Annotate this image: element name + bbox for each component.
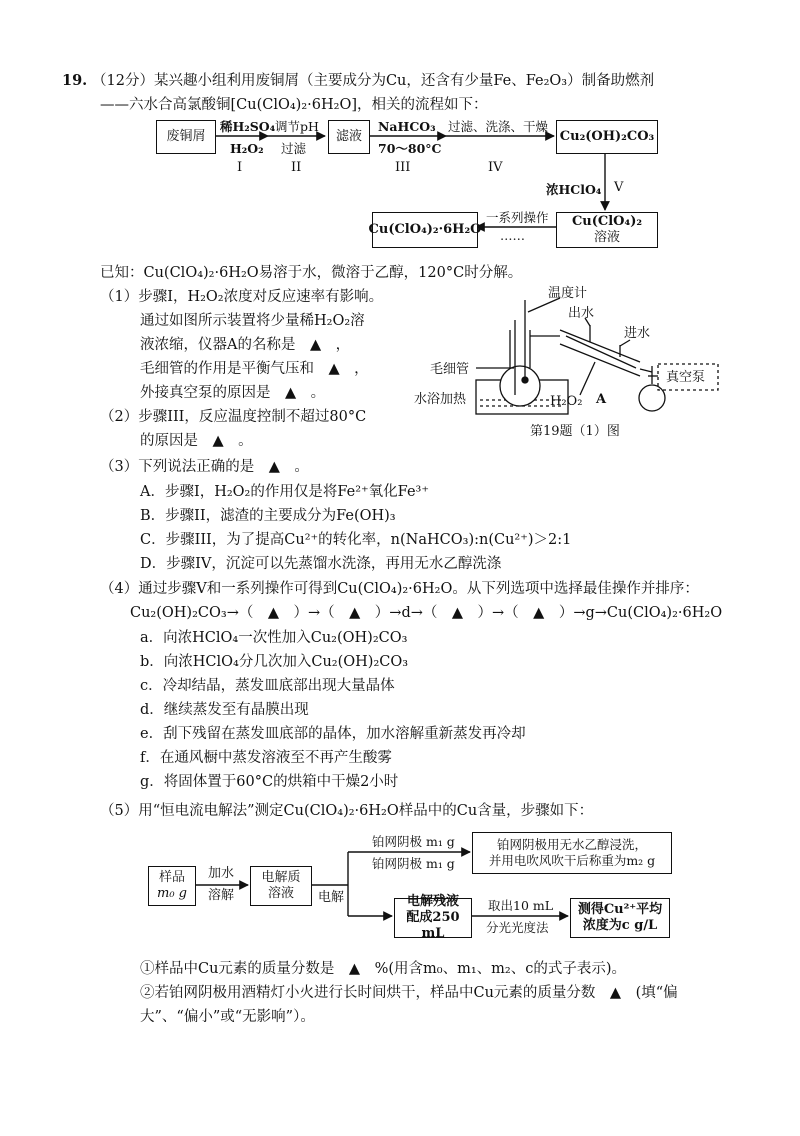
question-intro-line2: ——六水合高氯酸铜[Cu(ClO₄)₂·6H₂O]，相关的流程如下： xyxy=(100,97,488,113)
reagent-5: 浓HClO₄ xyxy=(546,182,602,197)
q4-option-c: c．冷却结晶，蒸发皿底部出现大量晶体 xyxy=(140,678,395,694)
reagent-2-top: 调节pH xyxy=(275,119,319,134)
q3-option-b: B．步骤II，滤渣的主要成分为Fe(OH)₃ xyxy=(140,508,396,524)
step-label-3: III xyxy=(395,160,411,175)
q4-sequence: Cu₂(OH)₂CO₃→（ ▲ ）→（ ▲ ）→d→（ ▲ ）→（ ▲ ）→g→Cu(ClO₄)₂·6H₂O xyxy=(130,605,723,621)
box-measured-concentration: 测得Cu²⁺平均 浓度为c g/L xyxy=(570,898,670,938)
reagent-3-top: NaHCO₃ xyxy=(378,119,436,134)
reagent-3-bottom: 70～80°C xyxy=(378,141,442,156)
label-water-in: 进水 xyxy=(624,326,651,341)
label-capillary: 毛细管 xyxy=(430,362,470,377)
q5-sub2-line2: 大”、“偏小”或“无影响”）。 xyxy=(140,1009,315,1025)
label-cathode-bottom: 铂网阴极 m₁ g xyxy=(372,856,455,871)
series-operations-label: 一系列操作 xyxy=(486,210,549,225)
q2-line1: （2）步骤III，反应温度控制不超过80°C xyxy=(100,409,367,425)
q1-line5: 外接真空泵的原因是 ▲ 。 xyxy=(140,385,326,401)
q3-option-d: D．步骤IV，沉淀可以先蒸馏水洗涤，再用无水乙醇洗涤 xyxy=(140,556,502,572)
step-label-4: IV xyxy=(488,160,503,175)
label-spectrophotometry: 分光光度法 xyxy=(486,920,549,935)
figure-caption: 第19题（1）图 xyxy=(530,424,620,439)
label-take-10ml: 取出10 mL xyxy=(488,898,554,913)
label-add-water: 加水 xyxy=(208,866,235,881)
q4-option-e: e．刮下残留在蒸发皿底部的晶体，加水溶解重新蒸发再冷却 xyxy=(140,726,526,742)
step-label-1: I xyxy=(237,160,243,175)
q4-option-d: d．继续蒸发至有晶膜出现 xyxy=(140,702,309,718)
box-perchlorate-solution: Cu(ClO₄)₂ 溶液 xyxy=(556,212,658,248)
q3-stem: （3）下列说法正确的是 ▲ 。 xyxy=(100,459,309,475)
q4-option-g: g．将固体置于60°C的烘箱中干燥2小时 xyxy=(140,774,399,790)
reagent-4-top: 过滤、洗涤、干燥 xyxy=(448,119,549,134)
label-h2o2: H₂O₂ xyxy=(550,394,583,409)
q5-stem: （5）用“恒电流电解法”测定Cu(ClO₄)₂·6H₂O样品中的Cu含量，步骤如下： xyxy=(100,803,594,819)
q5-sub2-line1: ②若铂网阴极用酒精灯小火进行长时间烘干，样品中Cu元素的质量分数 ▲ (填“偏 xyxy=(140,985,678,1001)
box-product: Cu(ClO₄)₂·6H₂O xyxy=(372,212,478,248)
question-number: 19. xyxy=(62,72,88,89)
label-thermometer: 温度计 xyxy=(548,286,588,301)
box-filtrate: 滤液 xyxy=(328,120,370,154)
box-basic-copper-carbonate: Cu₂(OH)₂CO₃ xyxy=(556,120,658,154)
q1-line3: 液浓缩，仪器A的名称是 ▲ ， xyxy=(140,337,351,353)
label-vacuum-pump: 真空泵 xyxy=(666,370,706,385)
q3-option-a: A．步骤I，H₂O₂的作用仅是将Fe²⁺氧化Fe³⁺ xyxy=(140,484,429,500)
box-residual-liquid: 电解残液 配成250 mL xyxy=(394,898,472,938)
label-dissolve: 溶解 xyxy=(208,888,235,903)
box-sample: 样品 m₀ g xyxy=(148,866,196,906)
q4-option-f: f．在通风橱中蒸发溶液至不再产生酸雾 xyxy=(140,750,392,766)
q4-stem: （4）通过步骤V和一系列操作可得到Cu(ClO₄)₂·6H₂O。从下列选项中选择最佳操作并排序： xyxy=(100,581,699,597)
q3-option-c: C．步骤III，为了提高Cu²⁺的转化率，n(NaHCO₃):n(Cu²⁺)＞2:1 xyxy=(140,532,572,548)
q1-line4: 毛细管的作用是平衡气压和 ▲ ， xyxy=(140,361,369,377)
known-info: 已知：Cu(ClO₄)₂·6H₂O易溶于水，微溶于乙醇，120°C时分解。 xyxy=(100,265,523,281)
label-water-bath: 水浴加热 xyxy=(414,392,467,407)
q5-sub1: ①样品中Cu元素的质量分数是 ▲ %(用含m₀、m₁、m₂、c的式子表示)。 xyxy=(140,961,626,977)
reagent-1-bottom: H₂O₂ xyxy=(230,141,264,156)
reagent-2-bottom: 过滤 xyxy=(281,141,307,156)
question-intro-line1: （12分）某兴趣小组利用废铜屑（主要成分为Cu，还含有少量Fe、Fe₂O₃）制备助燃剂 xyxy=(92,73,655,89)
box-electrolyte-solution: 电解质 溶液 xyxy=(250,866,312,906)
label-water-out: 出水 xyxy=(568,306,595,321)
reagent-1-top: 稀H₂SO₄ xyxy=(220,119,276,134)
q4-option-a: a．向浓HClO₄一次性加入Cu₂(OH)₂CO₃ xyxy=(140,630,408,646)
label-instrument-a: A xyxy=(596,392,607,407)
q2-line2: 的原因是 ▲ 。 xyxy=(140,433,253,449)
box-waste-copper: 废铜屑 xyxy=(156,120,216,154)
q4-option-b: b．向浓HClO₄分几次加入Cu₂(OH)₂CO₃ xyxy=(140,654,409,670)
label-electrolysis: 电解 xyxy=(318,890,345,905)
step-label-5: V xyxy=(614,180,624,195)
label-cathode-top: 铂网阴极 m₁ g xyxy=(372,834,455,849)
step-label-2: II xyxy=(291,160,302,175)
q1-line2: 通过如图所示装置将少量稀H₂O₂溶 xyxy=(140,313,365,329)
series-ellipsis: …… xyxy=(500,228,525,243)
q1-line1: （1）步骤I，H₂O₂浓度对反应速率有影响。 xyxy=(100,289,384,305)
box-cathode-wash: 铂网阴极用无水乙醇浸洗， 并用电吹风吹干后称重为m₂ g xyxy=(472,832,672,874)
